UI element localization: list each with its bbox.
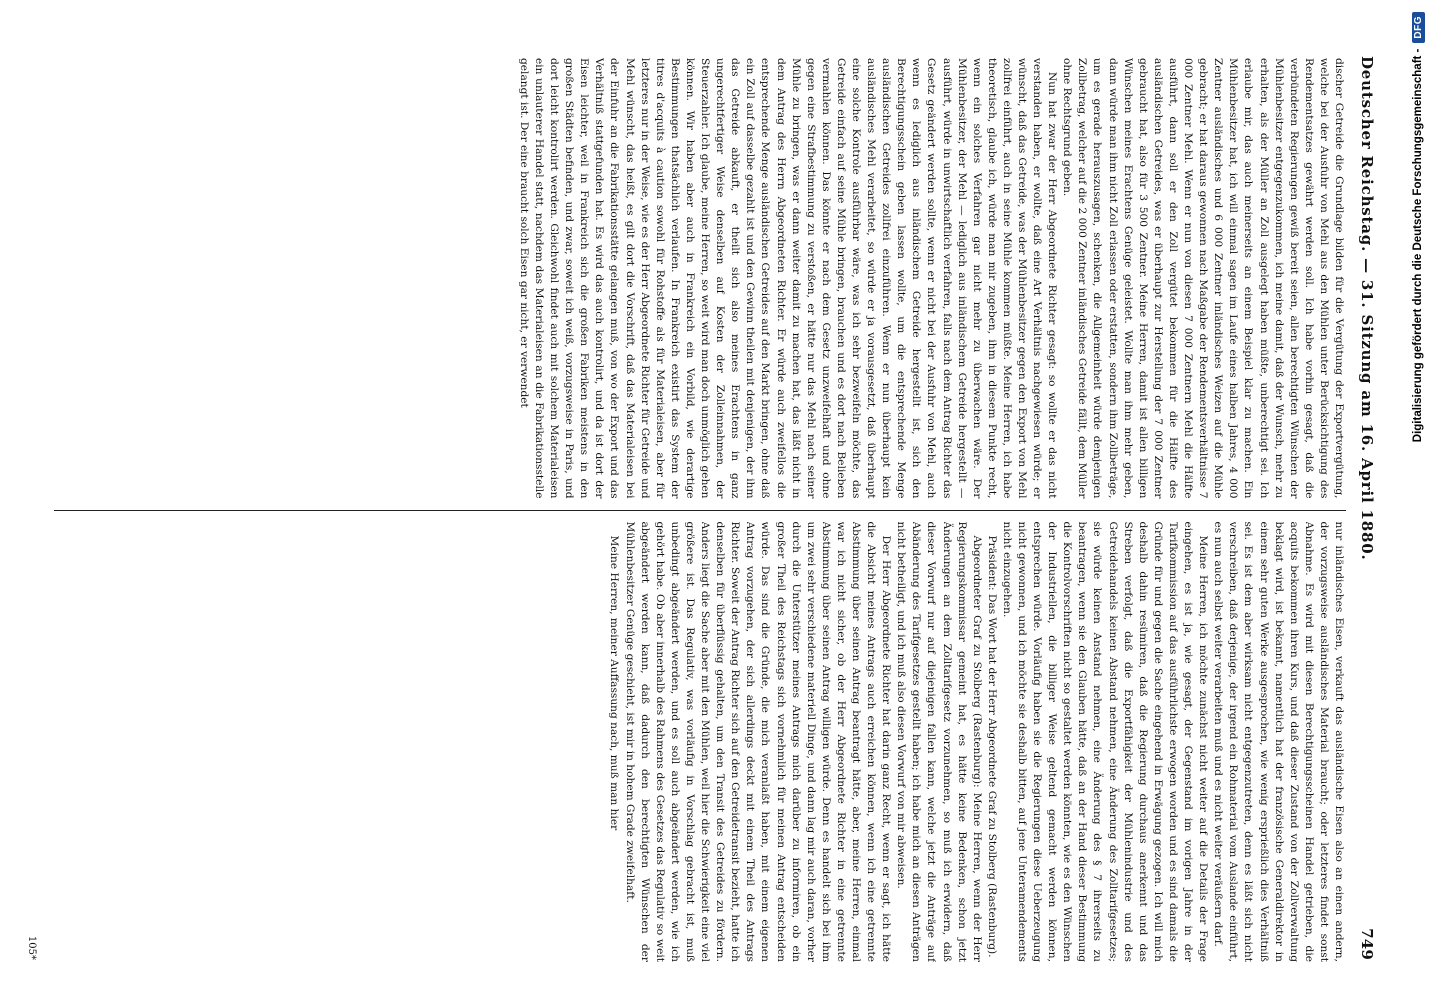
dfg-credit [1404,6,1432,1000]
right-paragraph: nur inländisches Eisen, verkauft das ausländische Eisen also an einen andern, der vorzugsweise ausländisches Material braucht; oder letzteres findet sonst Abnahme. Es wird mit diesen Berechtigungsscheinen Handel getrieben, die acquits bekommen ihren Kurs, und daß dieser Zustand von der Zollverwaltung beklagt wird, ist bekannt, namentlich hat der französische Generaldirektor in einem sehr guten Werke ausgesprochen, wie wenig ersprießlich dies Verhältniß sei. Es ist dem aber wirksam nicht entgegenzutreten, denn es läßt sich nicht verschreiben, daß derjenige, der irgend ein Rohmaterial vom Auslande einführt, es nun auch selbst weiter verarbeiten muß und es nicht weiter veräußern darf. [1212,521,1345,962]
dfg-sidebar [1404,6,1432,1000]
page-number: 749 [1358,928,1376,960]
page-header-title: Deutscher Reichstag. — 31. Sitzung am 16. April 1880. [1358,56,1376,561]
dfg-logo: DFG [1412,12,1425,43]
running-head [1358,56,1392,960]
right-paragraph: Meine Herren, meiner Auffassung nach, muß man hier [608,535,621,831]
sheet-signature: 105* [26,935,37,960]
speaker-paragraph: Abgeordneter Graf zu Stolberg (Rastenburg): Meine Herren, wenn der Herr Regierungskommissar gemeint hat, es hätte keine Bedenken, schon jetzt Änderungen an dem Zolltarifgesetz vorzunehmen, so muß ich erwidern, daß dieser Vorwurf nur auf diejenigen fallen kann, welche jetzt die Anträge auf Abänderung des Tarifgesetzes gestellt haben; ich habe mich an diesen Anträgen nicht betheiligt, und ich muß also diesen Vorwurf von mir abweisen. [895,521,983,962]
dfg-credit-text: Digitalisierung gefördert durch die Deutsche Forschungsgemeinschaft - [1412,48,1424,443]
right-paragraph: Meine Herren, ich möchte zunächst nicht weiter auf die Details der Frage eingehen, es ist ja, wie gesagt, der Gegenstand im vorigen Jahre in der Tarifkommission auf das ausführlichste erwogen worden und es sind damals die Gründe für und gegen die Sache eingehend in Erwägung gezogen. Ich will mich deshalb dahin resümiren, daß die Regierung durchaus anerkennt und das Streben verfolgt, daß die Exportfähigkeit der Mühlenindustrie und des Getreidehandels keinen Abstand nehmen, eine Änderung des Zolltarifgesetzes; sie würde keinen Anstand nehmen, eine Änderung des § 7 ihrerseits zu beantragen, wenn sie den Glauben hätte, daß an der Hand dieser Bestimmung die Kontrolvorschriften nicht so gestaltet werden könnten, wie es den Wünschen der Industriellen, die billiger Weise geltend gemacht werden können, entsprechen würde. Vorläufig haben sie die Regierungen diese Ueberzeugung nicht gewonnen, und ich möchte sie deshalb bitten, auf jene Unteramendements nicht einzugehen. [1000,521,1210,962]
left-paragraph: discher Getreide die Grundlage bilden für die Vergütung der Exportvergütung, welche bei der Ausfuhr von Mehl aus den Mühlen unter Berücksichtigung des Rendementsatzes gewährt werden soll. Ich habe vorhin gesagt, daß die verbündeten Regierungen gewiß bereit seien, allen berechtigten Wünschen der Mühlenbesitzer entgegenzukommen, ich meine damit, daß der Wunsch, mehr zu erhalten, als der Müller an Zoll ausgelegt haben müßte, unberechtigt sei. Ich erlaube mir, das auch meinerseits an einem Beispiel klar zu machen. Ein Mühlenbesitzer hat, ich will einmal sagen im Laufe eines halben Jahres, 4 000 Zentner ausländisches und 6 000 Zentner inländisches Weizen auf die Mühle gebracht; er hat daraus gewonnen nach Maßgabe der Rendementsverhältnisse 7 000 Zentner Mehl. Wenn er nun von diesen 7 000 Zentnern Mehl die Hälfte ausführt, dann soll er den Zoll vergütet bekommen für die Hälfte des ausländischen Getreides, was er überhaupt zur Herstellung der 7 000 Zentner gebraucht hat, also für 3 500 Zentner. Meine Herren, damit ist allen billigen Wünschen meines Erachtens Genüge geleistet. Wollte man ihm mehr geben, dann würde man ihm nicht Zoll erlassen oder erstatten, sondern ihm Zollbeträge, um es gerade herauszusagen, schenken, die Allgemeinheit würde demjenigen Zollbetrag, welcher auf die 2 000 Zentner inländisches Getreide fällt, dem Müller ohne Rechtsgrund geben. [1061,58,1345,499]
president-remark: Präsident: Das Wort hat der Herr Abgeordnete Graf zu Stolberg (Rastenburg). [985,535,998,958]
right-paragraph: Der Herr Abgeordnete Richter hat darin ganz Recht, wenn er sagt, ich hätte die Absicht meines Antrags auch erreichen können, wenn ich eine getrennte Abstimmung über seinen Antrag beantragt hätte, aber, meine Herren, einmal war ich nicht sicher, ob der Herr Abgeordnete Richter in eine getrennte Abstimmung über seinen Antrag willigen würde. Denn es handelt sich bei ihm um zwei sehr verschiedene materiell Dinge, und dann lag mir auch daran, vorher durch die Unterstützer meines Antrags mich darüber zu informiren, ob ein großer Theil des Reichstags sich vornehmlich für meinen Antrag entscheiden würde. Das sind die Gründe, die mich veranlaßt haben, mit einem eigenen Antrag vorzugehen, der sich allerdings deckt mit einem Theil des Antrags Richter. Soweit der Antrag Richter sich auf den Getreidetransit bezieht, hatte ich denselben für überflüssig gehalten, um den Transit des Getreides zu fördern. Anders liegt die Sache aber mit den Mühlen, weil hier die Schwierigkeit eine viel größere ist. Das Regulativ, was vorläufig in Vorschlag gebracht ist, muß unbedingt abgeändert werden, und es soll auch abgeändert werden, wie ich gehört habe. Ob aber innerhalb des Rahmens des Gesetzes das Regulativ so weit abgeändert werden kann, daß dadurch den berechtigten Wünschen der Mühlenbesitzer Genüge geschieht, ist mir in hohem Grade zweifelhaft. [623,521,893,962]
left-paragraph: Nun hat zwar der Herr Abgeordnete Richter gesagt: so wollte er das nicht verstanden haben, er wollte, daß eine Art Verhältnis nachgewiesen würde; er wünscht, daß das Getreide, was der Mühlenbesitzer gegen den Export von Mehl zollfrei einführt, auch in seine Mühle kommen müßte. Meine Herren, ich habe theoretisch, glaube ich, würde man mir zugeben, ihm in diesem Punkte recht, wenn ein solches Verfahren gar nicht mehr zu überwachen wäre. Der Mühlenbesitzer, der Mehl — lediglich aus inländischem Getreide hergestellt — ausführt, würde in unwirtschaftlich verfahren, falls nach dem Antrag Richter das Gesetz geändert werden sollte, wenn er nicht bei der Ausfuhr von Mehl, auch wenn es lediglich aus inländischem Getreide hergestellt ist, sich den Berechtigungsschein geben lassen wollte, um die entsprechende Menge ausländischen Getreides zollfrei einzuführen. Wenn er nun überhaupt kein ausländisches Mehl verarbeitet, so würde er ja vorausgesetzt, daß überhaupt eine solche Kontrole ausführbar wäre, was ich sehr bezweifeln möchte, das Getreide einfach auf seine Mühle bringen, brauchen und es dort nach Belieben vermahlen können. Das könnte er nach dem Gesetz unzweifelhaft und ohne gegen eine Strafbestimmung zu verstoßen, er hätte nur das Mehl nach seiner Mühle zu bringen, was er dann weiter damit zu machen hat, das läßt nicht in dem Antrag des Herrn Abgeordneten Richter. Er würde auch zweifellos die entsprechende Menge ausländischen Getreides auf den Markt bringen, ohne daß ein Zoll auf dasselbe gezahlt ist und den Gewinn theilen mit denjenigen, der ihm das Getreide abkauft, er theilt sich also meines Erachtens in ganz ungerechtfertiger Weise denselben auf Kosten der Zolleinnahmen, der Steuerzahler. Ich glaube, meine Herren, so weit wird man doch unmöglich gehen können. Wir haben aber auch in Frankreich ein Vorbild, wie derartige Bestimmungen thatsächlich verlaufen. In Frankreich existirt das System der titres d'acquits à caution sowohl für Rohstoffe als für Materialeisen, aber für letzteres nur in der Weise, wie es der Herr Abgeordnete Richter für Getreide und Mehl wünscht, das heißt, es gilt dort die Vorschrift, daß das Materialeisen bei der Einfuhr an die Fabrikationsstätte gelangen muß, von wo der Export und das Verhältniß stattgefunden hat. Es wird das auch kontrolirt, und da ist dort der Eisen leichter, weil in Frankreich sich die großen Fabriken meistens in den großen Städten befinden, und zwar, soweit ich weiß, vorzugsweise in Paris, und dort leicht kontrolirt werden. Gleichwohl findet auch mit solchem Materialeisen ein unlauterer Handel statt, nachdem das Materialeisen an die Fabrikationsstelle gelangt ist. Der eine braucht solch Eisen gar nicht, er verwendet [517,58,1059,499]
left-column [54,58,1346,499]
column-rule [54,510,1346,511]
text-columns [54,58,1346,962]
right-column [54,522,1346,963]
